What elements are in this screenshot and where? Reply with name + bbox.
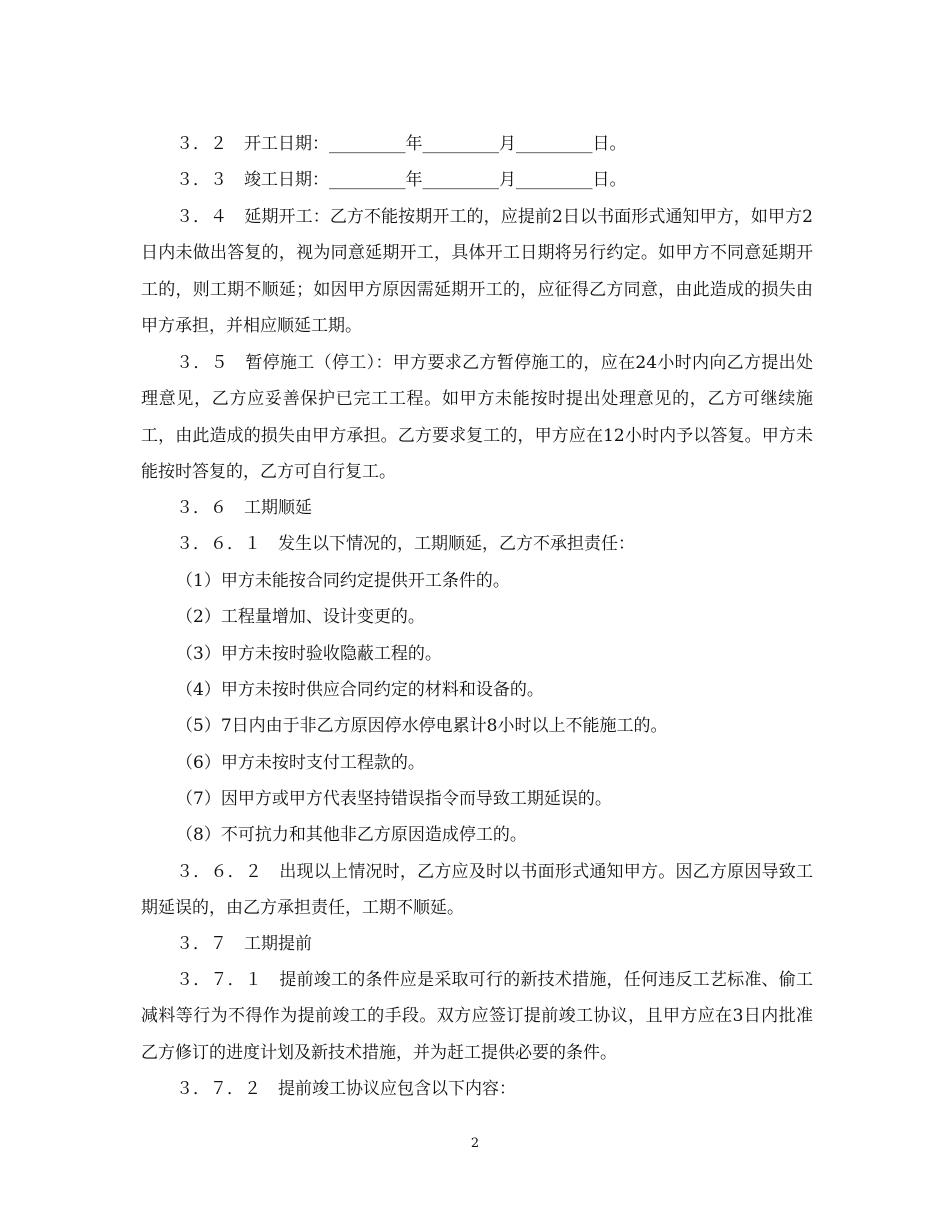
paragraph-delayed-start: ３．４ 延期开工：乙方不能按期开工的，应提前2日以书面形式通知甲方，如甲方2日内未做出答复的，视为同意延期开工，具体开工日期将另行约定。如甲方不同意延期开工的，则工期不顺延；如因甲方原因需延期开工的，应征得乙方同意，由此造成的损失由甲方承担，并相应顺延工期。 [141, 207, 813, 337]
paragraph-notification: ３．６．２ 出现以上情况时，乙方应及时以书面形式通知甲方。因乙方原因导致工期延误的，由乙方承担责任，工期不顺延。 [141, 862, 813, 919]
list-item: （7）因甲方或甲方代表坚持错误指令而导致工期延误的。 [176, 789, 612, 809]
paragraph-early-completion-heading: ３．７ 工期提前 [176, 934, 312, 954]
list-item: （2）工程量增加、设计变更的。 [176, 607, 425, 627]
list-item: （5）7日内由于非乙方原因停水停电累计8小时以上不能施工的。 [176, 716, 668, 736]
paragraph-start-date: ３．２ 开工日期：_________年_________月_________日。 [176, 134, 627, 154]
list-item: （6）甲方未按时支付工程款的。 [176, 753, 425, 773]
list-item: （3）甲方未按时验收隐蔽工程的。 [176, 644, 442, 664]
list-item: （1）甲方未能按合同约定提供开工条件的。 [176, 571, 510, 591]
paragraph-early-completion-agreement: ３．７．２ 提前竣工协议应包含以下内容： [176, 1079, 516, 1099]
paragraph-early-completion-conditions: ３．７．１ 提前竣工的条件应是采取可行的新技术措施，任何违反工艺标准、偷工减料等行为不得作为提前竣工的手段。双方应签订提前竣工协议，且甲方应在3日内批准乙方修订的进度计划及新技术措施，并为赶工提供必要的条件。 [141, 970, 813, 1063]
page-number: 2 [470, 1136, 480, 1151]
list-item: （4）甲方未按时供应合同约定的材料和设备的。 [176, 680, 544, 700]
list-item: （8）不可抗力和其他非乙方原因造成停工的。 [176, 825, 527, 845]
paragraph-completion-date: ３．３ 竣工日期：_________年_________月_________日。 [176, 170, 627, 190]
paragraph-extension-heading: ３．６ 工期顺延 [176, 498, 312, 518]
paragraph-suspension: ３．５ 暂停施工（停工）：甲方要求乙方暂停施工的，应在24小时内向乙方提出处理意见，乙方应妥善保护已完工工程。如甲方未能按时提出处理意见的，乙方可继续施工，由此造成的损失由甲方承担。乙方要求复工的，甲方应在12小时内予以答复。甲方未能按时答复的，乙方可自行复工。 [141, 353, 813, 483]
paragraph-extension-conditions: ３．６．１ 发生以下情况的，工期顺延，乙方不承担责任： [176, 534, 635, 554]
